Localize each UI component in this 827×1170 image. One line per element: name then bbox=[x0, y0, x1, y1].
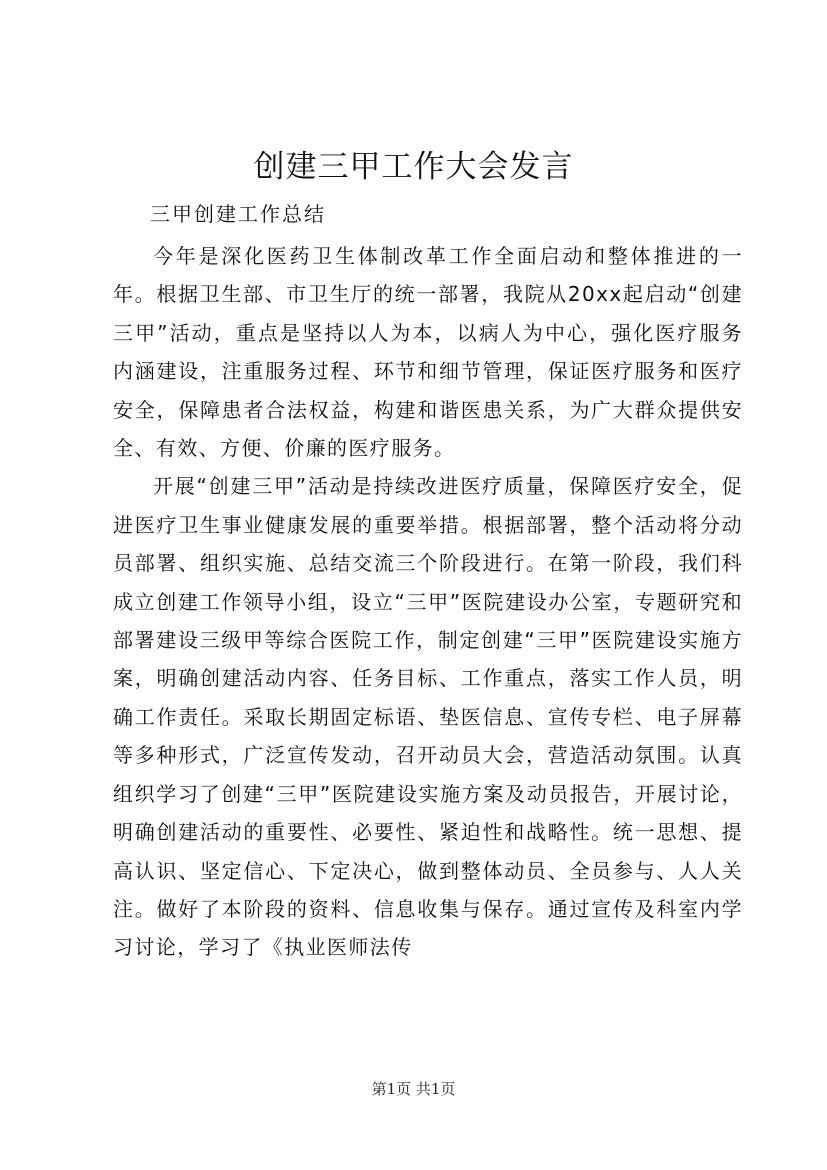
paragraph: 开展“创建三甲”活动是持续改进医疗质量，保障医疗安全，促进医疗卫生事业健康发展的重要举措。根据部署，整个活动将分动员部署、组织实施、总结交流三个阶段进行。在第一阶段，我们科成立创建工作领导小组，设立“三甲”医院建设办公室，专题研究和部署建设三级甲等综合医院工作，制定创建“三甲”医院建设实施方案，明确创建活动内容、任务目标、工作重点，落实工作人员，明确工作责任。采取长期固定标语、垫医信息、宣传专栏、电子屏幕等多种形式，广泛宣传发动，召开动员大会，营造活动氛围。认真组织学习了创建“三甲”医院建设实施方案及动员报告，开展讨论，明确创建活动的重要性、必要性、紧迫性和战略性。统一思想、提高认识、坚定信心、下定决心，做到整体动员、全员参与、人人关注。做好了本阶段的资料、信息收集与保存。通过宣传及科室内学习讨论，学习了《执业医师法传 bbox=[113, 474, 743, 960]
document-body bbox=[113, 237, 743, 967]
paragraph: 今年是深化医药卫生体制改革工作全面启动和整体推进的一年。根据卫生部、市卫生厅的统一部署，我院从20xx起启动“创建三甲”活动，重点是坚持以人为本，以病人为中心，强化医疗服务内涵建设，注重服务过程、环节和细节管理，保证医疗服务和医疗安全，保障患者合法权益，构建和谐医患关系，为广大群众提供安全、有效、方便、价廉的医疗服务。 bbox=[113, 244, 743, 461]
document-subtitle: 三甲创建工作总结 bbox=[150, 202, 326, 226]
document-title: 创建三甲工作大会发言 bbox=[253, 149, 574, 185]
page-footer: 第1页 共1页 bbox=[371, 1080, 456, 1098]
